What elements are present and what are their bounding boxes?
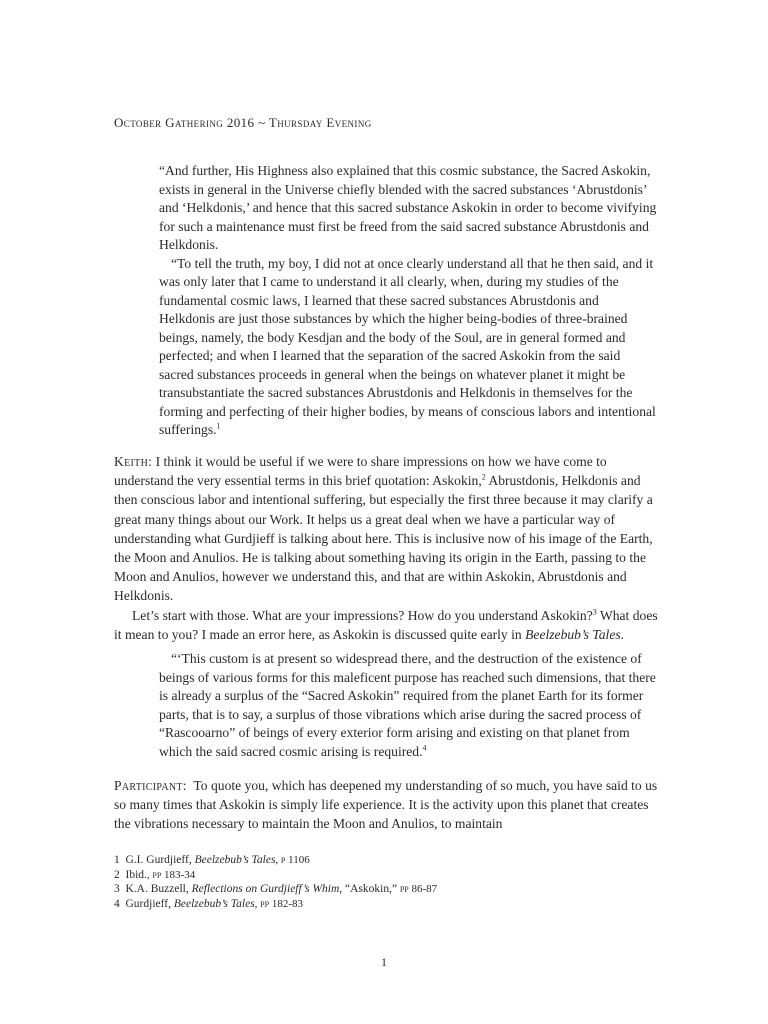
- participant-remarks: [114, 776, 660, 834]
- speaker-name: Participant:: [114, 778, 187, 793]
- footnote-title: Beelzebub’s Tales: [194, 854, 276, 866]
- footnote-author: G.I. Gurdjieff,: [125, 854, 195, 866]
- footnote: [114, 897, 660, 912]
- body-text: Let’s start with those. What are your impressions? How do you understand Askokin?: [132, 607, 593, 623]
- footnote: [114, 882, 660, 897]
- footnote-pages: , pp 182-83: [254, 897, 303, 910]
- footnote-ref[interactable]: 4: [422, 742, 427, 752]
- body-text: What does it mean to you? I made an error here, as Askokin is discussed quite early in: [114, 607, 658, 642]
- body-paragraph: [114, 452, 660, 606]
- quote-paragraph: [159, 650, 657, 761]
- footnote-number: 1: [114, 854, 120, 866]
- book-title: Beelzebub’s Tales: [525, 626, 621, 642]
- body-text: To quote you, which has deepened my understanding of so much, you have said to us so many times that Askokin is simply life experience. It is the activity upon this planet that creates the vibrations necessary to maintain the Moon and Anulios, to maintain: [114, 778, 661, 832]
- footnote-author: Gurdjieff,: [125, 897, 174, 910]
- footnote-pages: , pp 183-34: [146, 868, 196, 881]
- quote-block-1: [159, 162, 657, 440]
- footnote: [114, 853, 660, 868]
- footnote-ref[interactable]: 1: [216, 421, 221, 431]
- body-text: .: [620, 626, 625, 642]
- quote-paragraph: [159, 162, 657, 255]
- page-heading: October Gathering 2016 ~ Thursday Evening: [114, 115, 372, 130]
- quote-block-2: [159, 650, 657, 761]
- footnote-title: Beelzebub’s Tales: [173, 897, 255, 910]
- quote-text: “‘This custom is at present so widespread there, and the destruction of the existence of beings of various forms for this maleficent purpose has reached such dimensions, that there is already a surplus of the “Sacred Askokin” required from the planet Earth for its former parts, that is to say, a surplus of those vibrations which arise during the sacred process of “Rascooarno” of beings of every exterior form arising and existing on that planet from which the said sacred cosmic arising is required.: [159, 651, 656, 759]
- footnote-title: Reflections on Gurdjieff’s Whim: [191, 883, 340, 896]
- body-paragraph: [114, 606, 660, 644]
- footnote-author: Ibid.: [125, 868, 147, 881]
- footnote-ref[interactable]: 3: [592, 607, 597, 617]
- quote-text: “And further, His Highness also explained that this cosmic substance, the Sacred Askokin, exists in general in the Universe chiefly blended with the sacred substances ‘Abrustdonis’ and ‘Helkdonis,’ and hence that this sacred substance Askokin in order to become vivifying for such a maintenance must first be freed from the said sacred substance Abrustdonis and Helkdonis.: [159, 163, 657, 252]
- footnote: [114, 868, 660, 883]
- footnote-pages: pp 86-87: [397, 883, 438, 896]
- footnote-pages: , p 1106: [275, 854, 310, 866]
- keith-remarks: [114, 452, 660, 644]
- speaker-name: Keith:: [114, 454, 153, 469]
- quote-paragraph: [159, 255, 657, 440]
- quote-text: “To tell the truth, my boy, I did not at once clearly understand all that he then said, and it was only later that I came to understand it all clearly, when, during my studies of the fundamental cosmic laws, I learned that these sacred substances Abrustdonis and Helkdonis are just those substances by which the higher being-bodies of three-brained beings, namely, the body Kesdjan and the body of the Soul, are in general formed and perfected; and when I learned that the separation of the sacred Askokin from the said sacred substances proceeds in general when the beings on whatever planet it might be transubstantiate the sacred substances Abrustdonis and Helkdonis in themselves for the forming and perfecting of their higher bodies, by means of conscious labors and intentional sufferings.: [159, 255, 656, 437]
- footnote-ref[interactable]: 2: [481, 472, 486, 482]
- page-number: 1: [381, 955, 387, 969]
- body-paragraph: [114, 776, 660, 834]
- body-text: I think it would be useful if we were to share impressions on how we have come to understand the very essential terms in this brief quotation: Askokin,: [114, 454, 607, 489]
- body-text: Abrustdonis, Helkdonis and then conscious labor and intentional suffering, but especially the first three because it may clarify a great many things about our Work. It helps us a great deal when we have a particular way of understanding what Gurdjieff is talking about here. This is inclusive now of his image of the Earth, the Moon and Anulios. He is talking about something having its origin in the Earth, passing to the Moon and Anulios, however we understand this, and that are within Askokin, Abrustdonis and Helkdonis.: [114, 473, 653, 604]
- footnote-number: 3: [114, 883, 120, 896]
- footnote-number: 2: [114, 868, 120, 881]
- footnotes: [114, 853, 660, 911]
- footnote-number: 4: [114, 897, 120, 910]
- footnote-author: K.A. Buzzell,: [125, 883, 192, 896]
- footnote-extra: , “Askokin,”: [339, 883, 398, 896]
